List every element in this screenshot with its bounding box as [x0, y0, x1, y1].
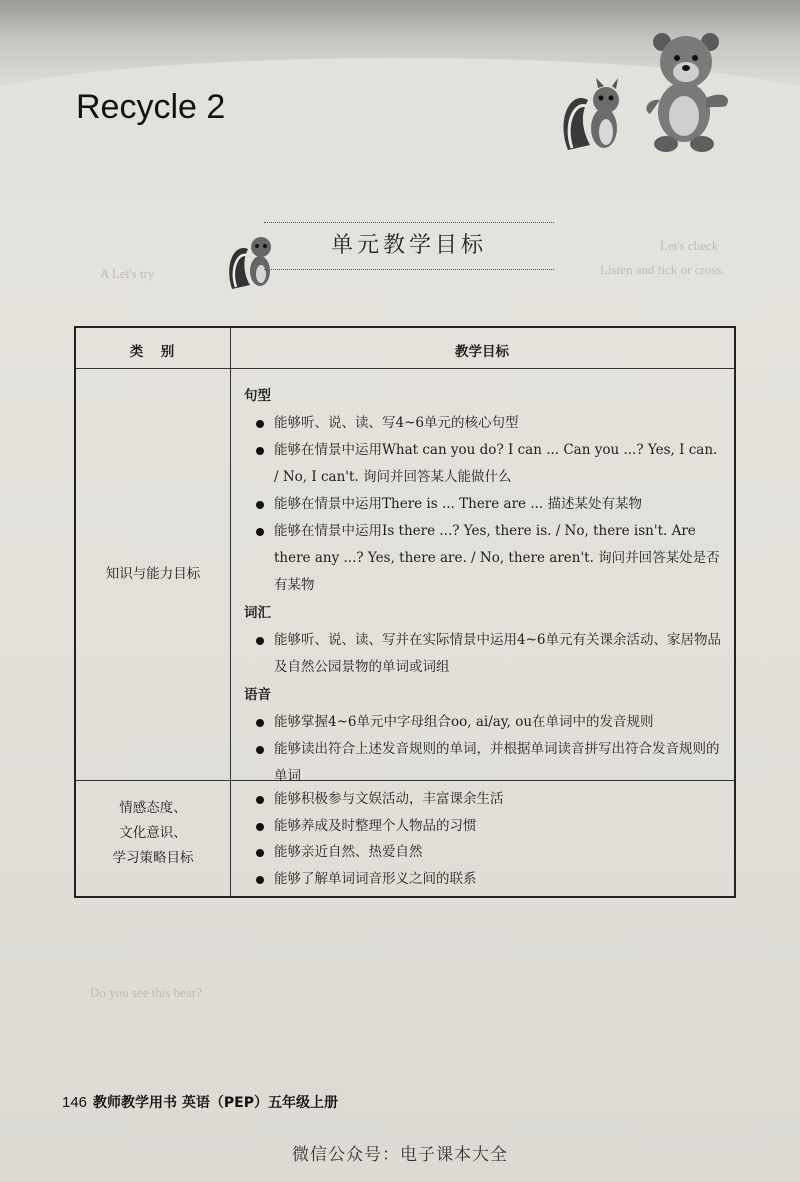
goal-text: 能够听、说、读、写4~6单元的核心句型: [274, 415, 519, 431]
goal-text: 能够积极参与文娱活动，丰富课余生活: [274, 791, 504, 807]
goal-text: 能够读出符合上述发音规则的单词，并根据单词读音拼写出符合发音规则的单词: [274, 741, 720, 784]
category-knowledge-ability: 知识与能力目标: [105, 566, 201, 582]
bullet-dot: [256, 746, 264, 754]
watermark-text: 微信公众号：电子课本大全: [292, 1145, 508, 1165]
goal-item: [244, 709, 722, 736]
bullet-dot: [256, 823, 264, 831]
bleed-through-text: A Let's try: [100, 266, 155, 281]
goal-item: [244, 627, 722, 681]
bullet-dot: [256, 528, 264, 536]
bleed-through-text: Do you see this bear?: [90, 985, 202, 1000]
goal-text: 能够在情景中运用Is there ...? Yes, there is. / No, there isn't. Are there any ...? Yes, there are. / No, there aren't. 询问并回答某处是否有某物: [274, 523, 720, 593]
row-divider: [76, 368, 734, 369]
group-title-vocabulary: 词汇: [244, 605, 271, 621]
book-title: 教师教学用书 英语（PEP）五年级上册: [93, 1095, 338, 1111]
bleed-through-text: Let's check: [660, 238, 719, 253]
goal-item: [244, 410, 722, 437]
group-title-phonics: 语音: [244, 687, 271, 703]
category-line: 学习策略目标: [112, 850, 194, 866]
goal-text: 能够亲近自然、热爱自然: [274, 844, 423, 860]
goal-text: 能够掌握4~6单元中字母组合oo, ai/ay, ou在单词中的发音规则: [274, 714, 654, 730]
goal-text: 能够了解单词词音形义之间的联系: [274, 870, 477, 887]
goal-item: [244, 736, 722, 790]
knowledge-ability-goals: [244, 382, 722, 790]
bullet-dot: [256, 420, 264, 428]
bear-illustration: [640, 28, 735, 158]
bullet-dot: [256, 719, 264, 727]
goal-text: 能够养成及时整理个人物品的习惯: [274, 817, 477, 834]
bullet-dot: [256, 637, 264, 645]
goal-item: [244, 437, 722, 491]
header-category: 类 别: [129, 344, 177, 360]
goal-text: 能够在情景中运用There is ... There are ... 描述某处有某物: [274, 496, 642, 512]
goal-item: [244, 518, 722, 599]
bullet-dot: [256, 447, 264, 455]
category-attitude-culture-strategy: [76, 796, 230, 871]
bleed-through-text: Listen and tick or cross.: [600, 262, 725, 277]
goal-text: 能够在情景中运用What can you do? I can ... Can you ...? Yes, I can. / No, I can't. 询问并回答某人能做什么: [274, 442, 718, 485]
goal-item: [244, 839, 722, 866]
goal-item: [244, 866, 722, 893]
header-goals: 教学目标: [455, 344, 509, 360]
bullet-dot: [256, 876, 264, 884]
section-heading: 单元教学目标: [264, 222, 554, 270]
page-number: 146: [62, 1094, 88, 1111]
unit-title: Recycle 2: [76, 88, 226, 126]
squirrel-illustration: [560, 70, 630, 160]
column-divider: [230, 328, 231, 896]
teaching-objectives-table: [74, 326, 736, 898]
group-title-sentences: 句型: [244, 388, 271, 404]
goal-item: [244, 786, 722, 813]
goal-item: [244, 491, 722, 518]
attitude-goals: [244, 786, 722, 892]
category-line: 文化意识、: [119, 825, 187, 841]
bullet-dot: [256, 796, 264, 804]
bullet-dot: [256, 849, 264, 857]
goal-item: [244, 813, 722, 840]
goal-text: 能够听、说、读、写并在实际情景中运用4~6单元有关课余活动、家居物品及自然公园景物的单词或词组: [274, 632, 721, 675]
page-footer: [62, 1092, 338, 1112]
category-line: 情感态度、: [119, 800, 187, 816]
bullet-dot: [256, 501, 264, 509]
